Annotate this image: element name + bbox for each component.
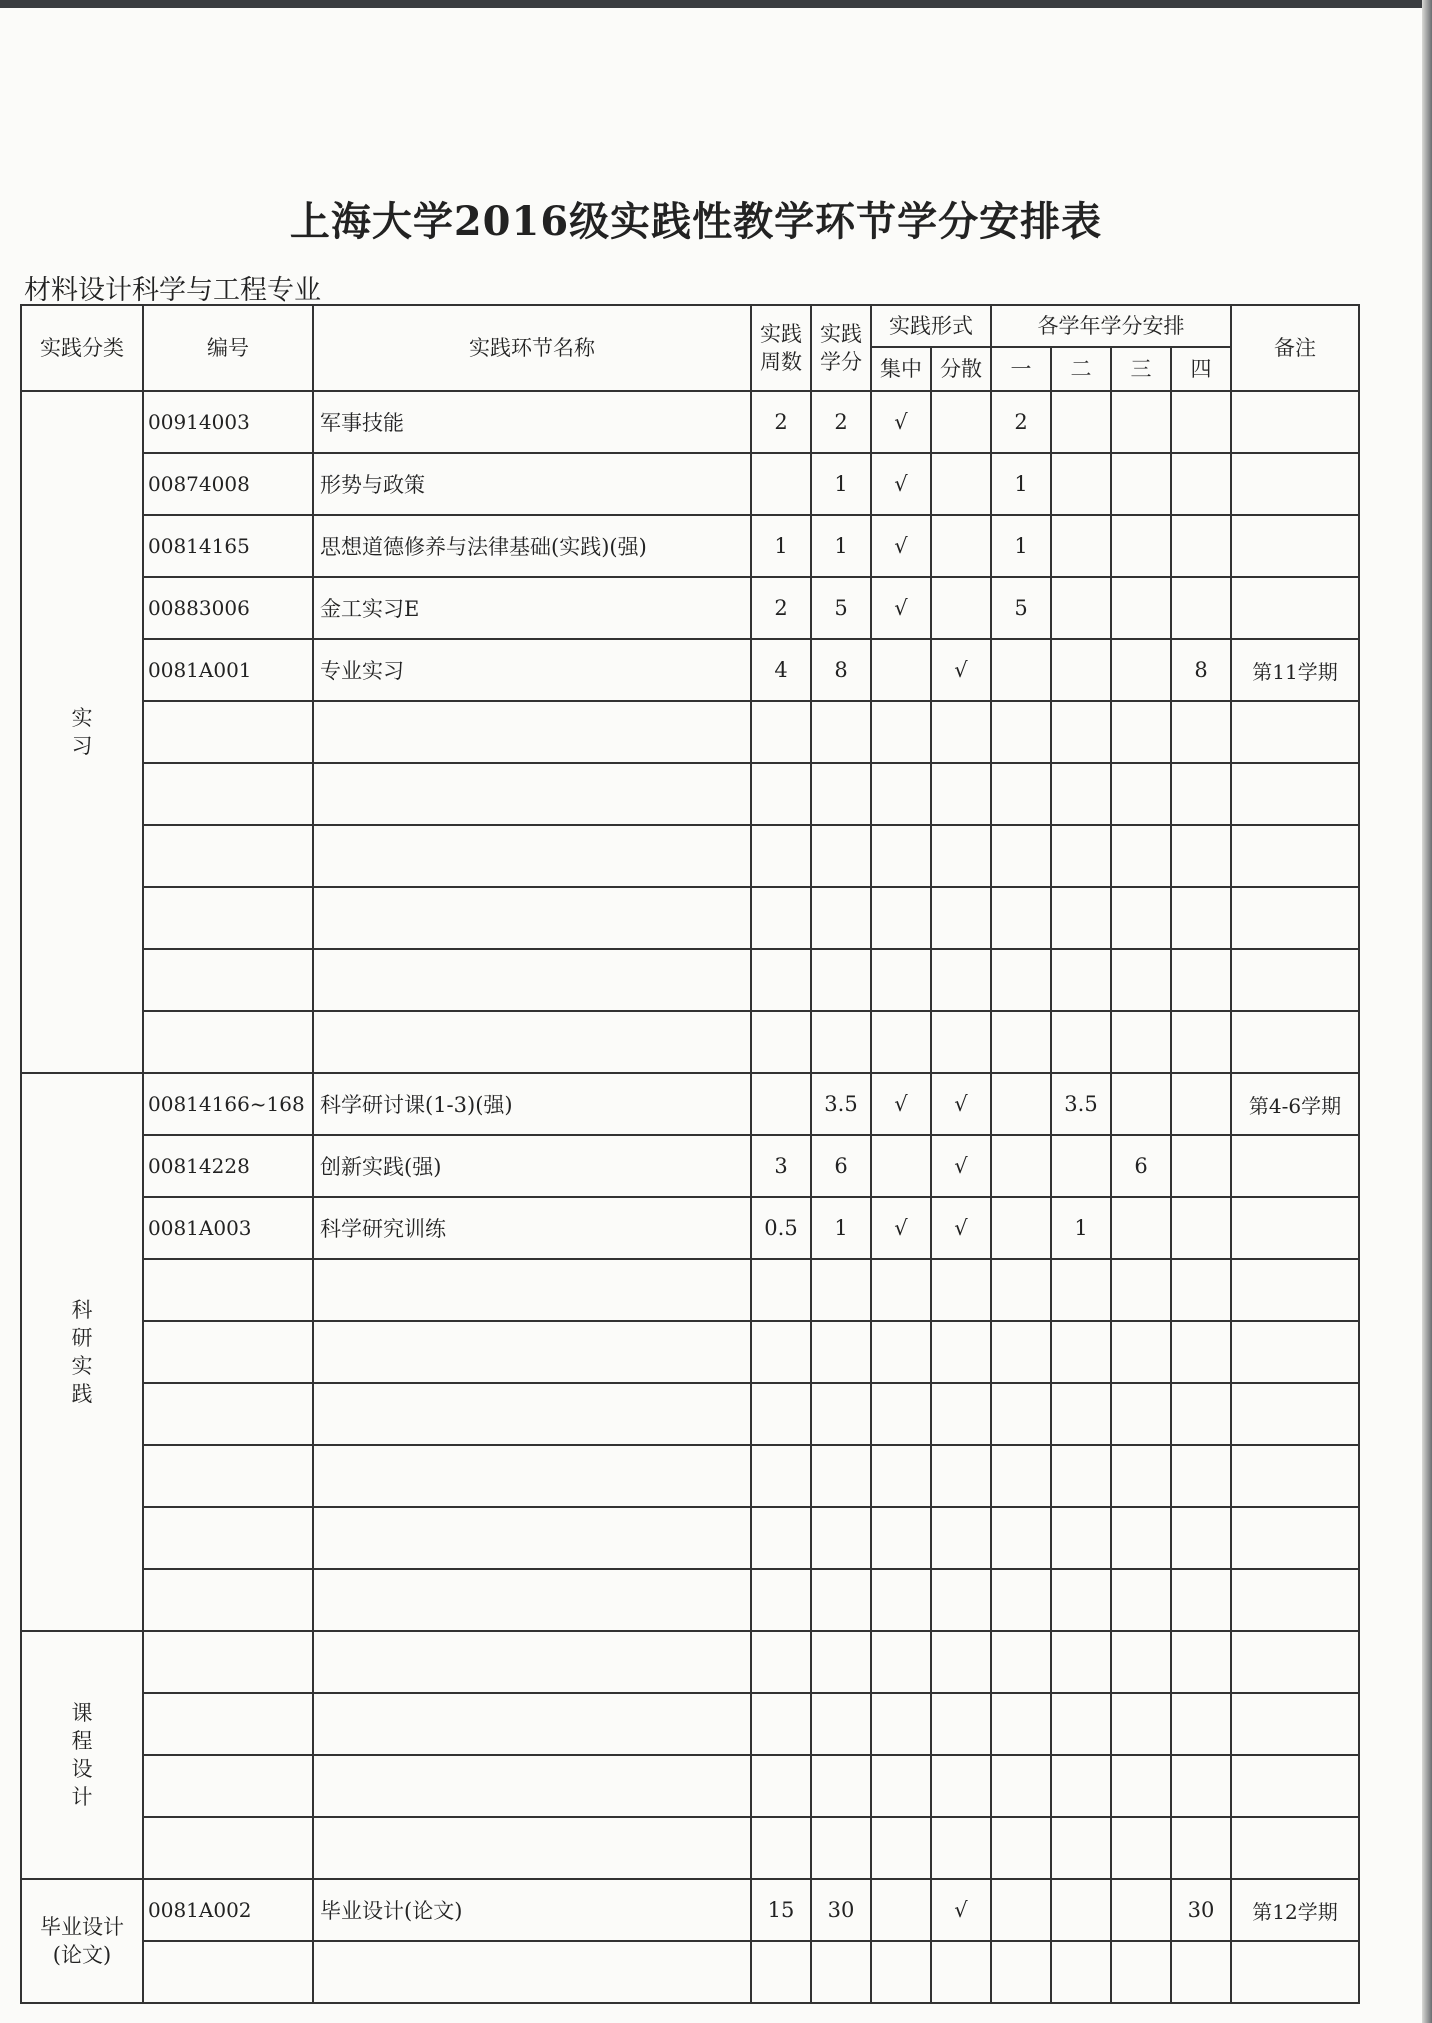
- empty-row: [21, 1631, 1359, 1693]
- cell-credits: 1: [811, 515, 871, 577]
- empty-row: [21, 701, 1359, 763]
- cell-credits: 3.5: [811, 1073, 871, 1135]
- table-row: [21, 453, 1359, 515]
- cell-code: 00814228: [143, 1135, 313, 1197]
- table-row: [21, 639, 1359, 701]
- category-internship-label: 实习: [71, 706, 93, 758]
- cell-year-3: [1111, 1879, 1171, 1941]
- header-weeks: [751, 305, 811, 391]
- cell-code: 00814165: [143, 515, 313, 577]
- cell-concentrated: √: [871, 1073, 931, 1135]
- cell-year-1: [991, 1879, 1051, 1941]
- cell-year-2: [1051, 577, 1111, 639]
- cell-name: 思想道德修养与法律基础(实践)(强): [313, 515, 751, 577]
- cell-code: 00814166~168: [143, 1073, 313, 1135]
- cell-weeks: 3: [751, 1135, 811, 1197]
- cell-dispersed: √: [931, 1879, 991, 1941]
- cell-weeks: 0.5: [751, 1197, 811, 1259]
- cell-name: 科学研讨课(1-3)(强): [313, 1073, 751, 1135]
- header-name: 实践环节名称: [313, 305, 751, 391]
- category-research: [21, 1073, 143, 1631]
- cell-concentrated: √: [871, 515, 931, 577]
- cell-dispersed: [931, 515, 991, 577]
- cell-year-2: [1051, 1879, 1111, 1941]
- empty-row: [21, 949, 1359, 1011]
- cell-note: [1231, 577, 1359, 639]
- header-row-1: [21, 305, 1359, 347]
- cell-credits: 1: [811, 453, 871, 515]
- cell-year-3: [1111, 515, 1171, 577]
- cell-year-1: 1: [991, 515, 1051, 577]
- cell-note: [1231, 1197, 1359, 1259]
- header-year-4: 四: [1171, 347, 1231, 391]
- scan-right-edge: [1422, 0, 1432, 2023]
- cell-name: 毕业设计(论文): [313, 1879, 751, 1941]
- cell-credits: 30: [811, 1879, 871, 1941]
- category-course-design: [21, 1631, 143, 1879]
- cell-dispersed: [931, 391, 991, 453]
- table-row: [21, 1197, 1359, 1259]
- table-row: [21, 391, 1359, 453]
- cell-year-2: 1: [1051, 1197, 1111, 1259]
- cell-year-1: [991, 1197, 1051, 1259]
- cell-concentrated: √: [871, 1197, 931, 1259]
- header-year-1: 一: [991, 347, 1051, 391]
- cell-year-4: 30: [1171, 1879, 1231, 1941]
- table-row: [21, 515, 1359, 577]
- cell-dispersed: √: [931, 1135, 991, 1197]
- table-row: [21, 577, 1359, 639]
- cell-note: 第11学期: [1231, 639, 1359, 701]
- cell-year-1: [991, 1073, 1051, 1135]
- header-weeks-label: 实践周数: [760, 322, 802, 374]
- cell-weeks: [751, 453, 811, 515]
- cell-name: 金工实习E: [313, 577, 751, 639]
- empty-row: [21, 1693, 1359, 1755]
- cell-year-4: [1171, 1073, 1231, 1135]
- empty-row: [21, 1507, 1359, 1569]
- cell-year-1: 2: [991, 391, 1051, 453]
- category-graduation: [21, 1879, 143, 2003]
- cell-code: 00914003: [143, 391, 313, 453]
- cell-year-4: [1171, 515, 1231, 577]
- category-internship: [21, 391, 143, 1073]
- cell-year-4: [1171, 577, 1231, 639]
- cell-year-2: [1051, 1135, 1111, 1197]
- cell-year-3: [1111, 1073, 1171, 1135]
- cell-concentrated: √: [871, 391, 931, 453]
- cell-weeks: 4: [751, 639, 811, 701]
- cell-name: 军事技能: [313, 391, 751, 453]
- empty-row: [21, 763, 1359, 825]
- table-row: [21, 1135, 1359, 1197]
- cell-year-4: 8: [1171, 639, 1231, 701]
- cell-year-2: 3.5: [1051, 1073, 1111, 1135]
- header-form: 实践形式: [871, 305, 991, 347]
- cell-year-2: [1051, 391, 1111, 453]
- cell-year-3: [1111, 1197, 1171, 1259]
- cell-name: 科学研究训练: [313, 1197, 751, 1259]
- cell-weeks: 15: [751, 1879, 811, 1941]
- cell-code: 0081A002: [143, 1879, 313, 1941]
- empty-row: [21, 1817, 1359, 1879]
- cell-year-2: [1051, 515, 1111, 577]
- category-graduation-label: 毕业设计(论文): [40, 1915, 124, 1967]
- table-row: [21, 1879, 1359, 1941]
- cell-credits: 6: [811, 1135, 871, 1197]
- cell-note: [1231, 1135, 1359, 1197]
- cell-weeks: [751, 1073, 811, 1135]
- cell-code: 0081A001: [143, 639, 313, 701]
- page-title: 上海大学2016级实践性教学环节学分安排表: [289, 198, 1103, 245]
- cell-dispersed: [931, 453, 991, 515]
- empty-row: [21, 1383, 1359, 1445]
- cell-note: [1231, 515, 1359, 577]
- cell-year-3: 6: [1111, 1135, 1171, 1197]
- header-note: 备注: [1231, 305, 1359, 391]
- table-row: [21, 1073, 1359, 1135]
- cell-year-3: [1111, 391, 1171, 453]
- cell-credits: 5: [811, 577, 871, 639]
- empty-row: [21, 1755, 1359, 1817]
- cell-dispersed: √: [931, 639, 991, 701]
- cell-year-1: [991, 639, 1051, 701]
- cell-concentrated: [871, 1879, 931, 1941]
- header-credits-label: 实践学分: [820, 322, 862, 374]
- empty-row: [21, 1259, 1359, 1321]
- empty-row: [21, 1941, 1359, 2003]
- header-code: 编号: [143, 305, 313, 391]
- cell-year-3: [1111, 577, 1171, 639]
- cell-year-4: [1171, 1135, 1231, 1197]
- empty-row: [21, 1445, 1359, 1507]
- header-category: 实践分类: [21, 305, 143, 391]
- empty-row: [21, 887, 1359, 949]
- header-credits: [811, 305, 871, 391]
- header-form-dispersed: 分散: [931, 347, 991, 391]
- cell-code: 00874008: [143, 453, 313, 515]
- cell-concentrated: [871, 1135, 931, 1197]
- cell-year-1: [991, 1135, 1051, 1197]
- cell-note: [1231, 453, 1359, 515]
- header-year-2: 二: [1051, 347, 1111, 391]
- cell-name: 专业实习: [313, 639, 751, 701]
- cell-year-4: [1171, 1197, 1231, 1259]
- cell-year-1: 1: [991, 453, 1051, 515]
- cell-credits: 1: [811, 1197, 871, 1259]
- cell-year-3: [1111, 453, 1171, 515]
- cell-note: 第4-6学期: [1231, 1073, 1359, 1135]
- header-form-concentrated: 集中: [871, 347, 931, 391]
- cell-dispersed: [931, 577, 991, 639]
- cell-credits: 8: [811, 639, 871, 701]
- empty-row: [21, 1011, 1359, 1073]
- cell-concentrated: [871, 639, 931, 701]
- cell-credits: 2: [811, 391, 871, 453]
- cell-year-2: [1051, 639, 1111, 701]
- major-name: 材料设计科学与工程专业: [24, 275, 321, 306]
- cell-name: 创新实践(强): [313, 1135, 751, 1197]
- header-year-plan: 各学年学分安排: [991, 305, 1231, 347]
- header-year-3: 三: [1111, 347, 1171, 391]
- empty-row: [21, 1321, 1359, 1383]
- empty-row: [21, 1569, 1359, 1631]
- cell-weeks: 2: [751, 577, 811, 639]
- credit-table: [20, 304, 1360, 2004]
- cell-note: 第12学期: [1231, 1879, 1359, 1941]
- cell-year-4: [1171, 453, 1231, 515]
- cell-concentrated: √: [871, 453, 931, 515]
- cell-year-1: 5: [991, 577, 1051, 639]
- cell-dispersed: √: [931, 1073, 991, 1135]
- cell-code: 0081A003: [143, 1197, 313, 1259]
- cell-weeks: 1: [751, 515, 811, 577]
- cell-weeks: 2: [751, 391, 811, 453]
- credit-table-wrapper: [20, 304, 1360, 2004]
- cell-dispersed: √: [931, 1197, 991, 1259]
- cell-year-2: [1051, 453, 1111, 515]
- cell-year-3: [1111, 639, 1171, 701]
- category-course-design-label: 课程设计: [71, 1701, 93, 1809]
- cell-concentrated: √: [871, 577, 931, 639]
- empty-row: [21, 825, 1359, 887]
- cell-note: [1231, 391, 1359, 453]
- category-research-label: 科研实践: [71, 1298, 93, 1406]
- cell-code: 00883006: [143, 577, 313, 639]
- scan-top-edge: [0, 0, 1432, 8]
- cell-year-4: [1171, 391, 1231, 453]
- cell-name: 形势与政策: [313, 453, 751, 515]
